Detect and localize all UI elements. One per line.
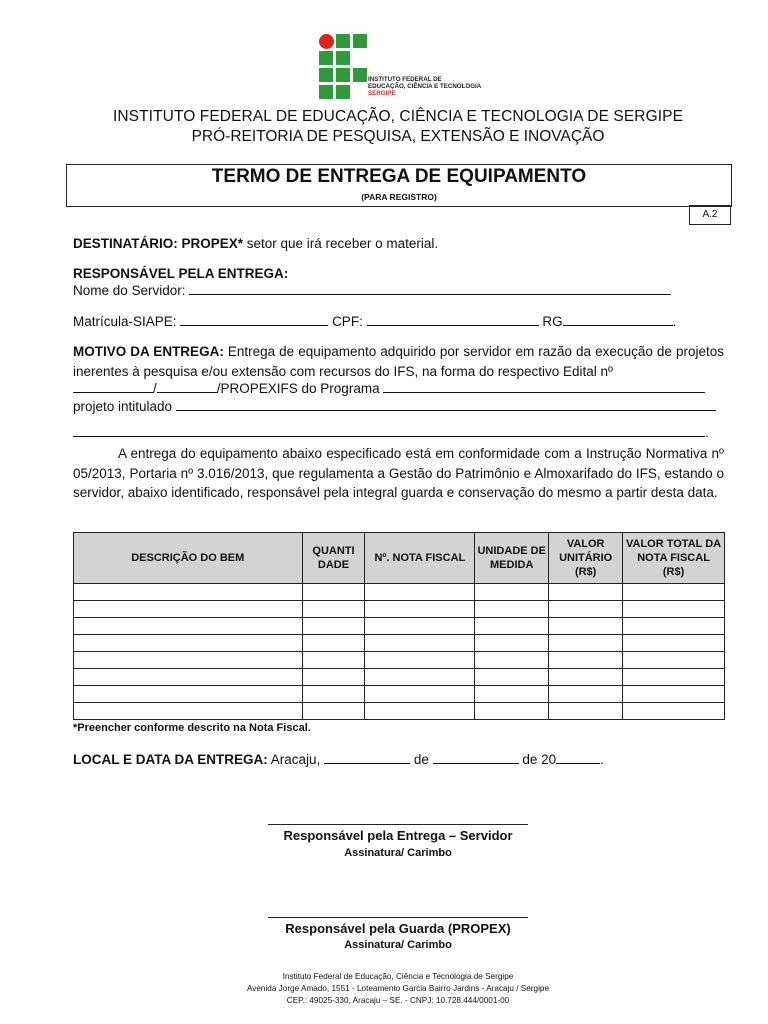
items-table <box>73 532 725 720</box>
edital-number-field[interactable] <box>73 380 153 393</box>
logo-square <box>319 68 333 82</box>
edital-line <box>73 380 705 397</box>
local-date-line <box>73 751 604 768</box>
table-cell[interactable] <box>623 635 725 652</box>
table-cell[interactable] <box>365 686 475 703</box>
motive-label: MOTIVO DA ENTREGA: <box>73 344 224 359</box>
table-cell[interactable] <box>623 601 725 618</box>
table-cell[interactable] <box>623 618 725 635</box>
table-cell[interactable] <box>549 618 623 635</box>
department-name: PRÓ-REITORIA DE PESQUISA, EXTENSÃO E INOVAÇÃO <box>191 128 605 145</box>
table-cell[interactable] <box>475 686 549 703</box>
table-cell[interactable] <box>302 635 365 652</box>
footer-line: Avenida Jorge Amado, 1551 - Loteamento Garcia Bairro Jardins - Aracaju / Sergipe <box>246 984 550 993</box>
table-row <box>74 703 725 720</box>
table-cell[interactable] <box>549 601 623 618</box>
logo-text-line: INSTITUTO FEDERAL DE <box>368 76 442 83</box>
table-cell[interactable] <box>302 584 365 601</box>
table-cell[interactable] <box>549 635 623 652</box>
table-cell[interactable] <box>74 584 303 601</box>
server-name-field[interactable] <box>189 282 671 295</box>
day-field[interactable] <box>324 751 410 764</box>
table-cell[interactable] <box>549 652 623 669</box>
header-total-value: VALOR TOTAL DA NOTA FISCAL (R$) <box>623 533 725 584</box>
year-prefix: de 20 <box>522 752 557 767</box>
cpf-field[interactable] <box>367 313 539 326</box>
de-text: de <box>413 752 429 767</box>
statement-paragraph: A entrega do equipamento abaixo especificado está em conformidade com a Instrução Normativa nº 05/2013, Portaria nº 3.016/2013, que regulamenta a Gestão do Patrimônio e Almoxarifado do IFS, estando o servidor, abaixo identificado, responsável pela integral guarda e conservação do mesmo a partir desta data. <box>73 446 724 500</box>
logo-square <box>336 51 350 65</box>
rg-field[interactable] <box>563 313 673 326</box>
signature-title-guard: Responsável pela Guarda (PROPEX) <box>285 921 511 936</box>
project-label: projeto intitulado <box>73 399 173 414</box>
recipient-line <box>73 236 438 252</box>
city-text: Aracaju, <box>267 752 321 767</box>
table-cell[interactable] <box>302 652 365 669</box>
program-field[interactable] <box>383 380 705 393</box>
logo-text <box>368 76 481 97</box>
signature-sub-guard: Assinatura/ Carimbo <box>344 939 452 951</box>
table-cell[interactable] <box>623 584 725 601</box>
signature-line-guard[interactable] <box>268 917 528 918</box>
table-row <box>74 652 725 669</box>
logo-square <box>319 51 333 65</box>
table-cell[interactable] <box>74 635 303 652</box>
header-unit: UNIDADE DE MEDIDA <box>475 533 549 584</box>
table-cell[interactable] <box>74 652 303 669</box>
local-end: . <box>600 752 604 767</box>
table-cell[interactable] <box>475 635 549 652</box>
project-title-field-2[interactable] <box>73 424 705 437</box>
table-cell[interactable] <box>74 601 303 618</box>
table-cell[interactable] <box>302 703 365 720</box>
table-cell[interactable] <box>302 601 365 618</box>
header-description: DESCRIÇÃO DO BEM <box>74 533 303 584</box>
project-end: . <box>705 425 709 440</box>
footer-line: CEP.: 49025-330, Aracaju – SE. - CNPJ: 10.728.444/0001-00 <box>286 996 510 1005</box>
server-name-line <box>73 282 671 299</box>
recipient-text: setor que irá receber o material. <box>243 236 439 251</box>
table-cell[interactable] <box>365 601 475 618</box>
table-cell[interactable] <box>365 618 475 635</box>
logo-square <box>336 34 350 48</box>
table-row <box>74 686 725 703</box>
logo-text-line: SERGIPE <box>368 90 396 97</box>
logo-square <box>336 68 350 82</box>
project-line-2 <box>73 424 709 441</box>
server-name-label: Nome do Servidor: <box>73 283 186 298</box>
edital-slash: / <box>153 381 157 396</box>
table-cell[interactable] <box>365 703 475 720</box>
table-cell[interactable] <box>475 669 549 686</box>
motive-text: Entrega de equipamento adquirido por servidor em razão da execução de projetos inerentes à pesquisa e/ou extensão com recursos do IFS, na forma do respectivo Edital nº <box>73 344 724 379</box>
logo-text-line: EDUCAÇÃO, CIÊNCIA E TECNOLOGIA <box>368 83 482 90</box>
recipient-label: DESTINATÁRIO: PROPEX* <box>73 236 244 251</box>
signature-sub-delivery: Assinatura/ Carimbo <box>344 847 452 859</box>
logo-square <box>336 85 350 99</box>
table-cell[interactable] <box>623 669 725 686</box>
table-cell[interactable] <box>549 703 623 720</box>
table-cell[interactable] <box>302 686 365 703</box>
cpf-label: CPF: <box>332 314 363 329</box>
table-cell[interactable] <box>623 652 725 669</box>
month-field[interactable] <box>433 751 519 764</box>
table-row <box>74 584 725 601</box>
logo-square <box>319 85 333 99</box>
logo-red-dot <box>319 34 334 49</box>
year-field[interactable] <box>556 751 600 764</box>
table-cell[interactable] <box>623 703 725 720</box>
project-title-field[interactable] <box>176 398 716 411</box>
ifs-logo <box>319 34 367 98</box>
rg-label: RG <box>542 314 563 329</box>
institution-name: INSTITUTO FEDERAL DE EDUCAÇÃO, CIÊNCIA E TECNOLOGIA DE SERGIPE <box>112 108 684 125</box>
table-cell[interactable] <box>549 669 623 686</box>
table-cell[interactable] <box>475 652 549 669</box>
table-cell[interactable] <box>365 635 475 652</box>
table-cell[interactable] <box>475 584 549 601</box>
table-cell[interactable] <box>623 686 725 703</box>
document-title: TERMO DE ENTREGA DE EQUIPAMENTO <box>211 166 587 187</box>
motive-paragraph <box>73 342 724 381</box>
table-row <box>74 618 725 635</box>
logo-square <box>353 34 367 48</box>
table-cell[interactable] <box>365 652 475 669</box>
rg-end: . <box>672 314 677 329</box>
matricula-label: Matrícula-SIAPE: <box>73 314 177 329</box>
local-date-label: LOCAL E DATA DA ENTREGA: <box>73 752 268 767</box>
responsible-heading: RESPONSÁVEL PELA ENTREGA: <box>73 266 289 281</box>
table-cell[interactable] <box>475 618 549 635</box>
table-cell[interactable] <box>74 618 303 635</box>
table-cell[interactable] <box>302 618 365 635</box>
header-quantity: QUANTI DADE <box>302 533 365 584</box>
document-subtitle: (PARA REGISTRO) <box>361 192 437 202</box>
table-cell[interactable] <box>74 686 303 703</box>
signature-title-delivery: Responsável pela Entrega – Servidor <box>283 828 513 843</box>
table-cell[interactable] <box>302 669 365 686</box>
table-cell[interactable] <box>365 584 475 601</box>
logo-square <box>353 68 367 82</box>
signature-line-delivery[interactable] <box>268 824 528 825</box>
propex-text: /PROPEXIFS do Programa <box>216 381 380 396</box>
table-header-row <box>74 533 725 584</box>
project-line <box>73 398 716 415</box>
table-cell[interactable] <box>549 584 623 601</box>
footer-line: Instituto Federal de Educação, Ciência e Tecnologia de Sergipe <box>282 972 514 981</box>
table-note: *Preencher conforme descrito na Nota Fiscal. <box>73 722 311 734</box>
table-cell[interactable] <box>475 703 549 720</box>
header-invoice-number: Nº. NOTA FISCAL <box>365 533 475 584</box>
table-row <box>74 635 725 652</box>
table-row <box>74 601 725 618</box>
matricula-field[interactable] <box>180 313 328 326</box>
form-code: A.2 <box>689 205 731 225</box>
table-cell[interactable] <box>549 686 623 703</box>
table-cell[interactable] <box>365 669 475 686</box>
table-cell[interactable] <box>475 601 549 618</box>
ids-line <box>73 313 676 330</box>
edital-year-field[interactable] <box>157 380 217 393</box>
header-unit-value: VALOR UNITÁRIO (R$) <box>549 533 623 584</box>
table-row <box>74 669 725 686</box>
table-cell[interactable] <box>74 669 303 686</box>
table-cell[interactable] <box>74 703 303 720</box>
